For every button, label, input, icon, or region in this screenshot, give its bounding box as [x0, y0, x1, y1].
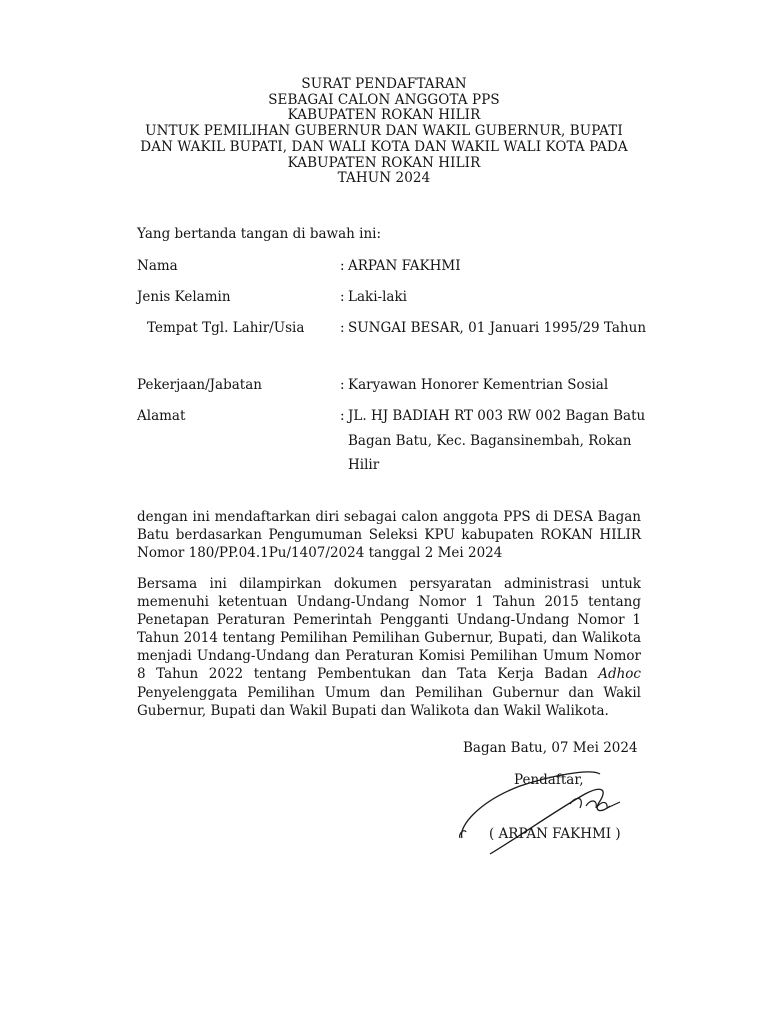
field-value — [348, 404, 648, 478]
field-colon: : — [340, 320, 345, 336]
field-label: Tempat Tgl. Lahir/Usia — [147, 320, 305, 336]
registration-paragraph: dengan ini mendaftarkan diri sebagai calon anggota PPS di DESA Bagan Batu berdasarkan Pengumuman Seleksi KPU kabupaten ROKAN HILIR Nomor 180/PP.04.1Pu/1407/2024 tanggal 2 Mei 2024 — [137, 509, 641, 562]
intro-text: Yang bertanda tangan di bawah ini: — [137, 226, 382, 242]
signer-name: ( ARPAN FAKHMI ) — [489, 826, 621, 842]
title-line: UNTUK PEMILIHAN GUBERNUR DAN WAKIL GUBERNUR, BUPATI — [145, 123, 623, 140]
field-colon: : — [340, 377, 345, 393]
paragraph-text: Penyelenggata Pemilihan Umum dan Pemilihan Gubernur dan Wakil Gubernur, Bupati dan Wakil Bupati dan Walikota dan Wakil Walikota. — [137, 684, 641, 719]
paragraph-italic-text: Adhoc — [598, 666, 641, 683]
registrant-label: Pendaftar, — [514, 772, 584, 788]
signature-image — [450, 766, 630, 861]
field-colon: : — [340, 258, 345, 274]
place-date: Bagan Batu, 07 Mei 2024 — [463, 740, 638, 756]
title-line: KABUPATEN ROKAN HILIR — [287, 107, 481, 124]
title-line: TAHUN 2024 — [337, 170, 431, 187]
title-line: DAN WAKIL BUPATI, DAN WALI KOTA DAN WAKIL WALI KOTA PADA — [140, 138, 628, 155]
field-label: Nama — [137, 258, 178, 274]
address-line-2: Bagan Batu, Kec. Bagansinembah, Rokan Hilir — [348, 432, 632, 473]
field-label: Jenis Kelamin — [137, 289, 231, 305]
title-line: SEBAGAI CALON ANGGOTA PPS — [268, 91, 500, 108]
address-line-1: JL. HJ BADIAH RT 003 RW 002 Bagan Batu — [348, 408, 646, 424]
field-value: ARPAN FAKHMI — [348, 258, 461, 274]
field-label: Alamat — [137, 408, 186, 424]
field-colon: : — [340, 289, 345, 305]
letter-title — [100, 77, 668, 187]
attachment-paragraph — [137, 575, 641, 720]
title-line: SURAT PENDAFTARAN — [301, 76, 467, 92]
field-value: SUNGAI BESAR, 01 Januari 1995/29 Tahun — [348, 320, 647, 336]
title-line: KABUPATEN ROKAN HILIR — [287, 154, 481, 171]
field-value: Karyawan Honorer Kementrian Sosial — [348, 377, 609, 393]
paragraph-text: Bersama ini dilampirkan dokumen persyaratan administrasi untuk memenuhi ketentuan Undang-Undang Nomor 1 Tahun 2015 tentang Penetapan Peraturan Pemerintah Pengganti Undang-Undang Nomor 1 Tahun 2014 tentang Pemilihan Pemilihan Gubernur, Bupati, dan Walikota menjadi Undang-Undang dan Peraturan Komisi Pemilihan Umum Nomor 8 Tahun 2022 tentang Pembentukan dan Tata Kerja Badan — [137, 576, 641, 683]
field-colon: : — [340, 408, 345, 424]
field-label: Pekerjaan/Jabatan — [137, 377, 262, 393]
field-value: Laki-laki — [348, 289, 407, 305]
